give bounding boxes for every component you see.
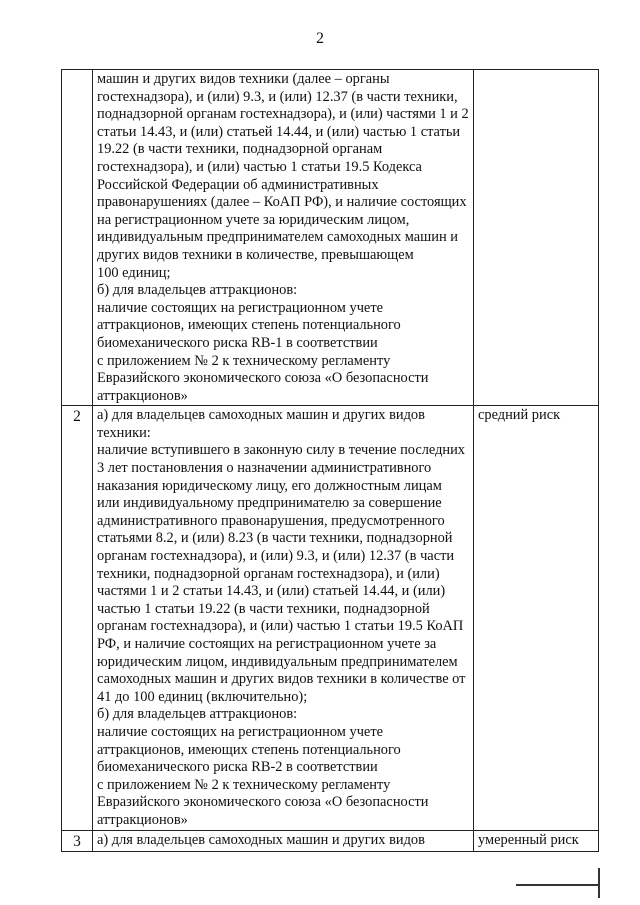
criteria-text-line: Евразийского экономического союза «О безопасности (97, 370, 429, 387)
criteria-cell (93, 70, 474, 406)
criteria-text-line: с приложением № 2 к техническому регламенту (97, 776, 391, 793)
criteria-text-line: РФ, и наличие состоящих на регистрационном учете за (97, 636, 437, 652)
table-row (62, 70, 599, 406)
criteria-text-line: наказания юридическому лицу, его должностным лицам (97, 477, 442, 494)
criteria-text-line: гостехнадзора), и (или) частью 1 статьи 19.5 Кодекса (97, 158, 422, 175)
criteria-text-line: органам гостехнадзора), и (или) частью 1 статьи 19.5 КоАП (97, 618, 464, 635)
criteria-text-line: Евразийского экономического союза «О безопасности (97, 794, 429, 811)
criteria-text-line: б) для владельцев аттракционов: (97, 282, 298, 299)
criteria-text-line: гостехнадзора), и (или) 9.3, и (или) 12.37 (в части техники, (97, 88, 458, 105)
criteria-text-line: правонарушениях (далее – КоАП РФ), и наличие состоящих (97, 194, 467, 211)
criteria-text-line: частями 1 и 2 статьи 14.43, и (или) статьей 14.44, и (или) (97, 583, 446, 600)
criteria-text-line: а) для владельцев самоходных машин и других видов (97, 831, 425, 848)
criteria-text-line: аттракционов» (97, 811, 188, 828)
criteria-text-line: аттракционов, имеющих степень потенциального (97, 741, 401, 758)
risk-category (474, 70, 599, 406)
criteria-text-line: административного правонарушения, предусмотренного (97, 512, 445, 529)
criteria-text-line: индивидуальным предпринимателем самоходных машин и (97, 229, 458, 246)
criteria-text-line: биомеханического риска RB-1 в соответствии (97, 334, 378, 351)
row-number: 2 (62, 406, 93, 830)
criteria-text-line: 3 лет постановления о назначении административного (97, 460, 432, 477)
criteria-text-line: самоходных машин и других видов техники в количестве от (97, 671, 466, 688)
risk-category: умеренный риск (474, 830, 599, 851)
criteria-text-line: юридическим лицом, индивидуальным предпринимателем (97, 653, 458, 670)
risk-category: средний риск (474, 406, 599, 830)
criteria-text-line: 100 единиц; (97, 264, 171, 281)
row-number: 3 (62, 830, 93, 851)
criteria-cell (93, 830, 474, 851)
margin-mark (598, 868, 600, 898)
signature-line (516, 884, 598, 886)
criteria-text-line: машин и других видов техники (далее – органы (97, 71, 390, 87)
criteria-text-line: с приложением № 2 к техническому регламенту (97, 352, 391, 369)
row-number (62, 70, 93, 406)
criteria-text-line: статьи 14.43, и (или) статьей 14.44, и (или) частью 1 статьи (97, 123, 461, 140)
criteria-text-line: на регистрационном учете за юридическим лицом, (97, 211, 410, 228)
criteria-text-line: наличие состоящих на регистрационном учете (97, 299, 383, 316)
table-body (62, 70, 599, 852)
criteria-text-line: частью 1 статьи 19.22 (в части техники, поднадзорной (97, 600, 430, 617)
criteria-text-line: аттракционов, имеющих степень потенциального (97, 317, 401, 334)
criteria-text-line: биомеханического риска RB-2 в соответствии (97, 759, 378, 776)
table-row (62, 406, 599, 830)
criteria-text-line: статьями 8.2, и (или) 8.23 (в части техники, поднадзорной (97, 530, 453, 547)
risk-category-table (61, 69, 599, 852)
criteria-text-line: или индивидуальному предпринимателю за совершение (97, 495, 442, 512)
criteria-text-line: 19.22 (в части техники, поднадзорной органам (97, 141, 383, 158)
criteria-text-line: наличие вступившего в законную силу в течение последних (97, 442, 466, 459)
criteria-text-line: поднадзорной органам гостехнадзора), и (или) частями 1 и 2 (97, 106, 469, 123)
criteria-text-line: а) для владельцев самоходных машин и других видов (97, 407, 425, 424)
criteria-text-line: техники, поднадзорной органам гостехнадзора), и (или) (97, 565, 440, 582)
criteria-cell (93, 406, 474, 830)
criteria-text-line: наличие состоящих на регистрационном учете (97, 723, 383, 740)
criteria-text-line: 41 до 100 единиц (включительно); (97, 688, 308, 705)
page-number: 2 (316, 30, 324, 47)
criteria-text-line: аттракционов» (97, 387, 188, 404)
criteria-text-line: Российской Федерации об административных (97, 176, 379, 193)
table-row (62, 830, 599, 851)
criteria-text-line: техники: (97, 424, 151, 441)
criteria-text-line: других видов техники в количестве, превышающем (97, 246, 414, 263)
criteria-text-line: органам гостехнадзора), и (или) 9.3, и (или) 12.37 (в части (97, 548, 455, 565)
criteria-text-line: б) для владельцев аттракционов: (97, 706, 298, 723)
